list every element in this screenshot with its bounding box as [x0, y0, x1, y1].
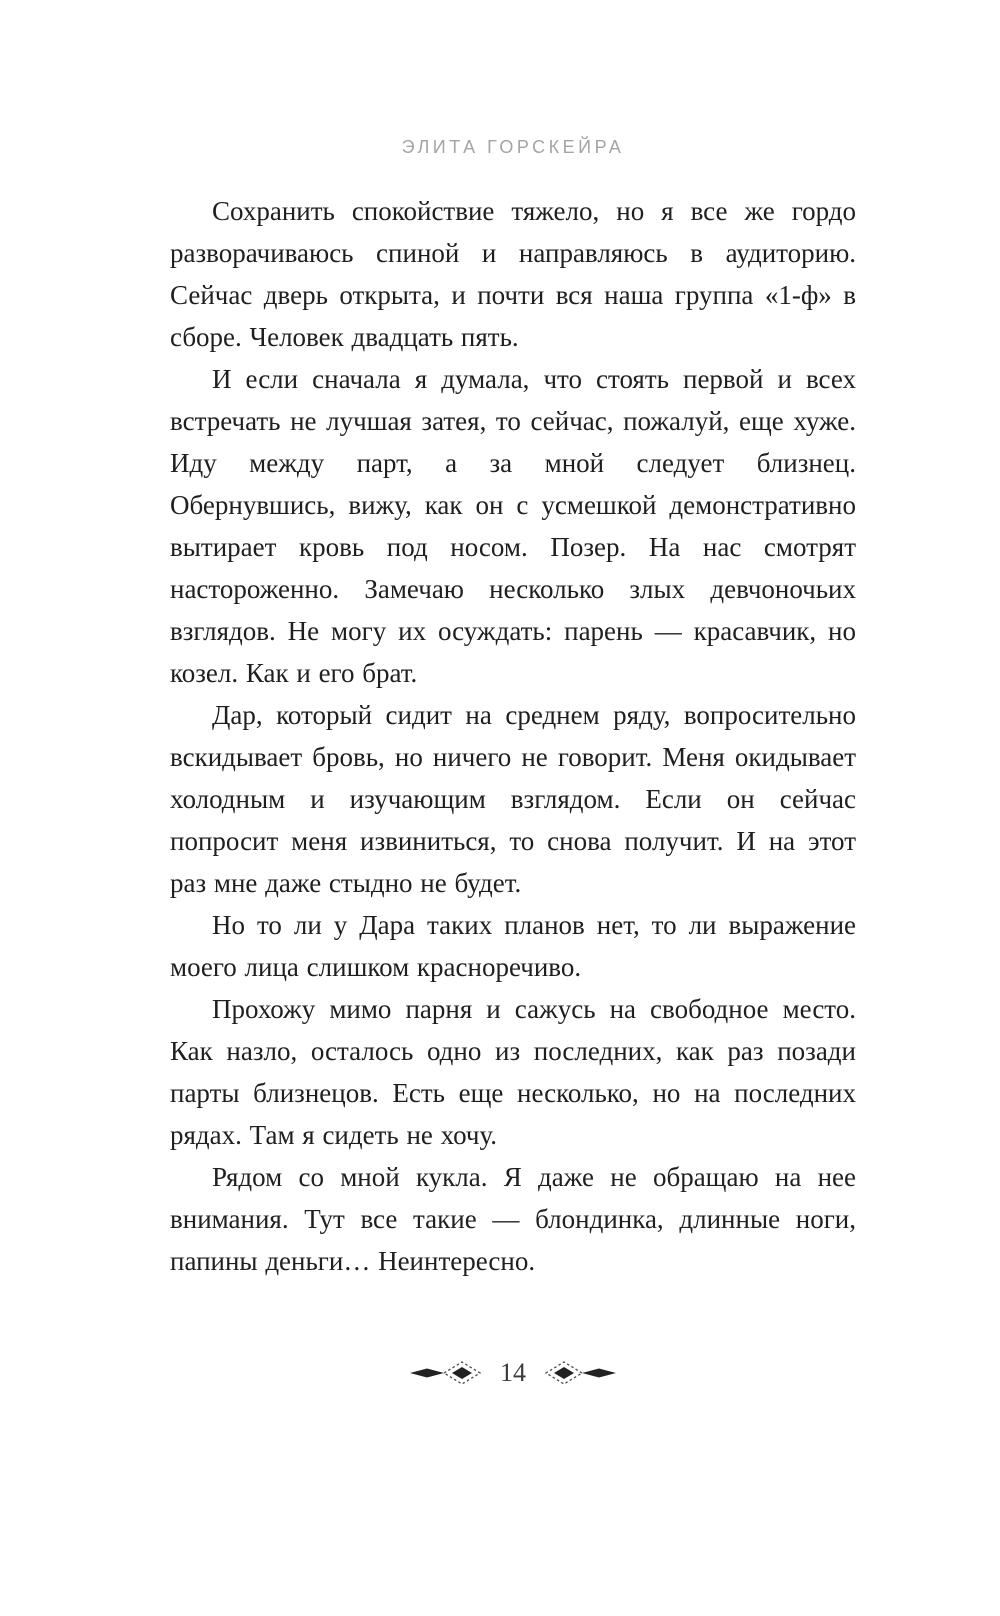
paragraph: Прохожу мимо парня и сажусь на свободное место. Как назло, осталось одно из последних, как раз позади парты близнецов. Есть еще несколько, но на последних рядах. Там я сидеть не хочу. [170, 994, 856, 1150]
page-footer [170, 1358, 856, 1388]
paragraph: И если сначала я думала, что стоять первой и всех встречать не лучшая затея, то сейчас, пожалуй, еще хуже. Иду между парт, а за мной следует близнец. Обернувшись, вижу, как он с усмешкой демонстративно вытирает кровь под носом. Позер. На нас смотрят настороженно. Замечаю несколько злых девчоночьих взглядов. Не могу их осуждать: парень — красавчик, но козел. Как и его брат. [170, 364, 856, 688]
paragraph: Сохранить спокойствие тяжело, но я все же гордо разворачиваюсь спиной и направляюсь в аудиторию. Сейчас дверь открыта, и почти вся наша группа «1-ф» в сборе. Человек двадцать пять. [170, 196, 856, 352]
diamond-flourish-right-icon [538, 1358, 616, 1388]
paragraph: Дар, который сидит на среднем ряду, вопросительно вскидывает бровь, но ничего не говорит. Меня окидывает холодным и изучающим взглядом. Если он сейчас попросит меня извиниться, то снова получит. И на этот раз мне даже стыдно не будет. [170, 700, 856, 898]
diamond-flourish-left-icon [410, 1358, 488, 1388]
paragraph: Рядом со мной кукла. Я даже не обращаю на нее внимания. Тут все такие — блондинка, длинные ноги, папины деньги… Неинтересно. [170, 1162, 856, 1276]
paragraph: Но то ли у Дара таких планов нет, то ли выражение моего лица слишком красноречиво. [170, 910, 856, 982]
running-header: ЭЛИТА ГОРСКЕЙРА [401, 137, 625, 157]
body-text [170, 190, 856, 1282]
page-number: 14 [500, 1358, 526, 1387]
